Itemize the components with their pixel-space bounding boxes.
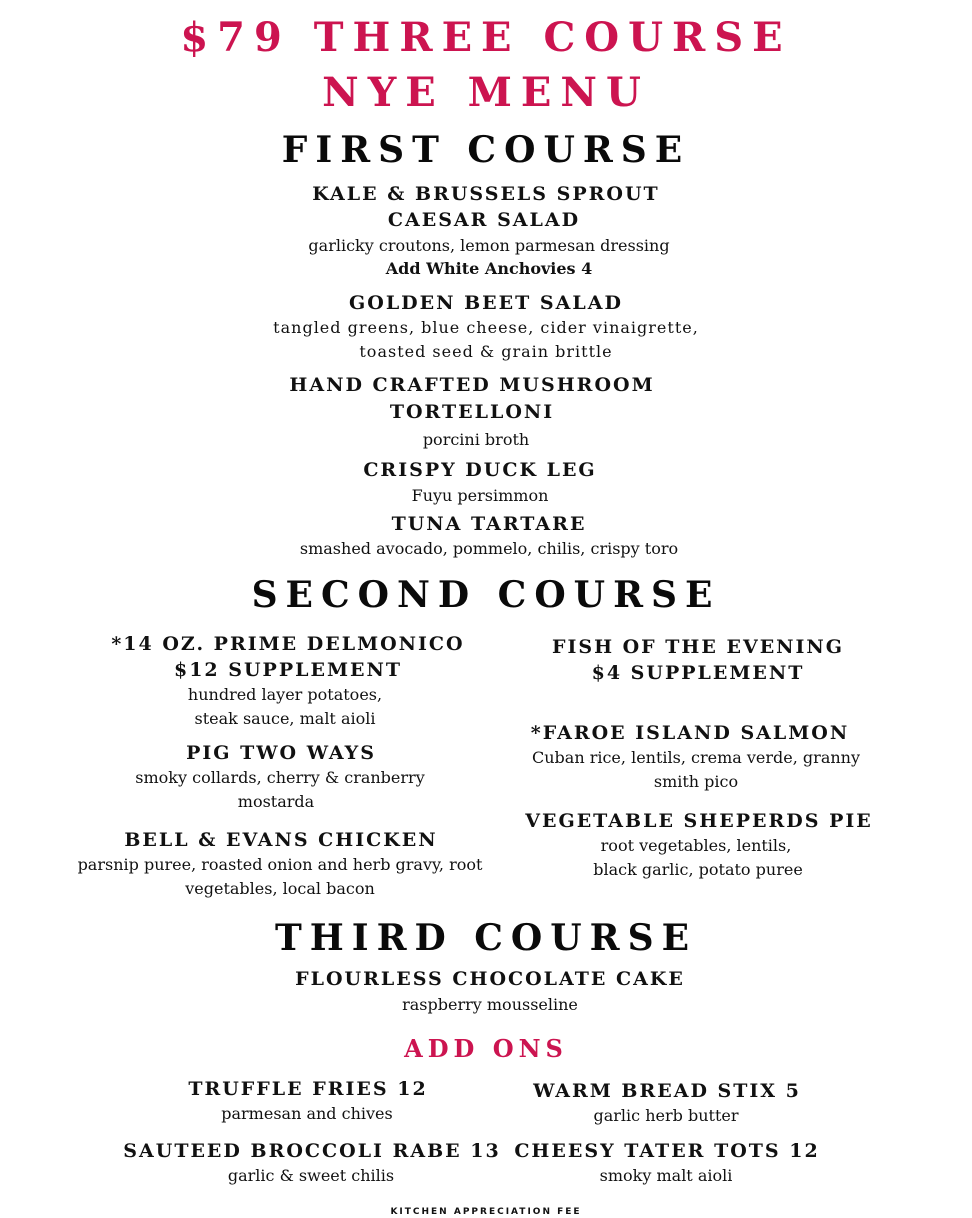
item-name: *14 OZ. PRIME DELMONICO [111,633,465,655]
item-description: raspberry mousseline [402,995,578,1014]
item-name: CHEESY TATER TOTS 12 [514,1140,820,1162]
item-name: CRISPY DUCK LEG [363,459,597,481]
item-name: FISH OF THE EVENING [551,636,845,658]
item-description: toasted seed & grain brittle [359,342,613,361]
item-description: Fuyu persimmon [411,486,549,505]
item-name: SAUTEED BROCCOLI RABE 13 [123,1140,501,1162]
item-description: smoky malt aioli [599,1166,733,1185]
item-description: garlicky croutons, lemon parmesan dressing [308,236,670,255]
item-name: FLOURLESS CHOCOLATE CAKE [295,968,685,990]
item-description: smashed avocado, pommelo, chilis, crispy toro [299,539,679,558]
item-name: TUNA TARTARE [391,513,587,535]
menu-title-line2: NYE MENU [322,69,650,116]
item-description: vegetables, local bacon [185,879,375,898]
item-description: porcini broth [422,430,530,449]
third-course-heading: THIRD COURSE [274,917,698,959]
item-description: hundred layer potatoes, [187,685,383,704]
item-supplement: $4 SUPPLEMENT [591,662,805,684]
item-name: GOLDEN BEET SALAD [349,292,623,314]
item-description: parsnip puree, roasted onion and herb gravy, root [77,855,483,874]
item-name: CAESAR SALAD [387,209,581,231]
item-description: steak sauce, malt aioli [194,709,376,728]
item-description: smith pico [653,772,739,791]
item-description: smoky collards, cherry & cranberry [135,768,425,787]
second-course-heading: SECOND COURSE [251,574,721,616]
item-name: KALE & BRUSSELS SPROUT [312,183,660,205]
item-name: VEGETABLE SHEPERDS PIE [525,810,873,832]
menu-title-line1: $79 THREE COURSE [180,14,792,61]
kitchen-fee-note: KITCHEN APPRECIATION FEE [390,1207,582,1217]
item-name: TORTELLONI [389,401,555,423]
item-name: PIG TWO WAYS [186,742,376,764]
item-supplement: $12 SUPPLEMENT [173,659,402,681]
item-description: parmesan and chives [221,1104,393,1123]
item-description: garlic & sweet chilis [227,1166,395,1185]
item-name: *FAROE ISLAND SALMON [530,722,850,744]
item-name: TRUFFLE FRIES 12 [188,1078,428,1100]
add-ons-heading: ADD ONS [404,1034,568,1063]
item-addon-note: Add White Anchovies 4 [385,259,593,278]
item-name: WARM BREAD STIX 5 [533,1080,801,1102]
item-description: garlic herb butter [593,1106,739,1125]
item-description: tangled greens, blue cheese, cider vinaigrette, [273,318,699,337]
item-name: HAND CRAFTED MUSHROOM [289,374,655,396]
item-description: mostarda [237,792,315,811]
first-course-heading: FIRST COURSE [281,129,691,171]
item-description: Cuban rice, lentils, crema verde, granny [531,748,860,767]
item-description: black garlic, potato puree [593,860,803,879]
item-name: BELL & EVANS CHICKEN [124,829,438,851]
item-description: root vegetables, lentils, [600,836,792,855]
